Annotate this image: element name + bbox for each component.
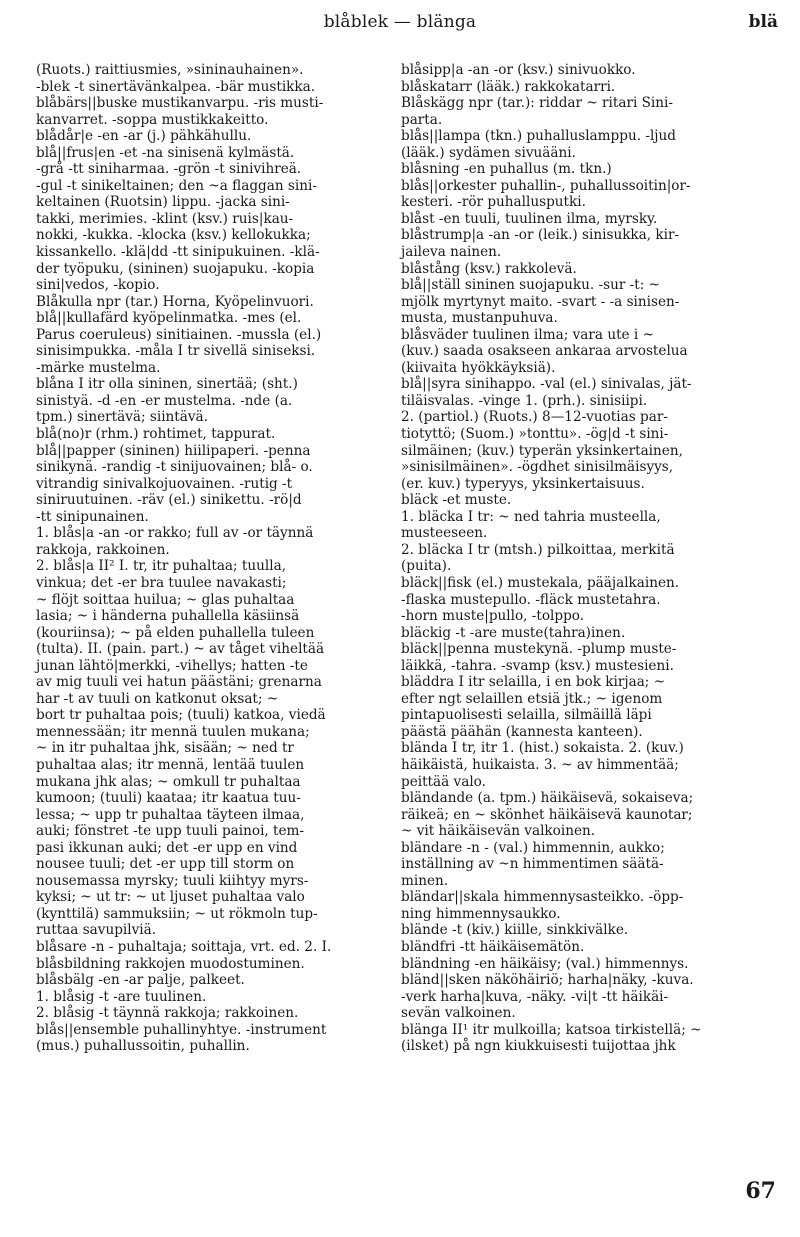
entry-line: vitrandig sinivalkojuovainen. -rutig -t [36, 475, 293, 492]
entry-line: blåstrump|a -an -or (leik.) sinisukka, kir- [401, 227, 680, 244]
entry-line: blåbärs||buske mustikanvarpu. -ris musti- [36, 95, 324, 112]
entry-line: häikäistä, huikaista. 3. ~ av himmentää; [401, 756, 679, 773]
page-header [0, 12, 800, 52]
entry-line: bländar||skala himmennysasteikko. -öpp- [401, 889, 684, 906]
entry-line: kumoon; (tuuli) kaataa; itr kaatua tuu- [36, 790, 301, 807]
entry-line: minen. [401, 872, 449, 889]
entry-line: sini|vedos, -kopio. [36, 277, 160, 294]
entry-line: parta. [401, 111, 443, 128]
entry-line: ~ vit häikäisevän valkoinen. [401, 823, 596, 840]
entry-line: keltainen (Ruotsin) lippu. -jacka sini- [36, 194, 290, 211]
running-head: blåblek — blänga [323, 12, 477, 32]
entry-line: bläck||fisk (el.) mustekala, pääjalkainen. [401, 574, 680, 591]
entry-line: (er. kuv.) typeryys, yksinkertaisuus. [401, 475, 645, 492]
entry-line: blå||syra sinihappo. -val (el.) sinivalas, jät- [401, 376, 692, 393]
entry-line: tiotyttö; (Suom.) »tonttu». -ög|d -t sini- [401, 426, 669, 443]
entry-line: auki; fönstret -te upp tuuli painoi, tem- [36, 823, 305, 840]
left-column [36, 62, 394, 1055]
entry-line: lasia; ~ i händerna puhallella käsiinsä [36, 608, 300, 625]
entry-line: blåsipp|a -an -or (ksv.) sinivuokko. [401, 62, 636, 78]
entry-line: »sinisilmäinen». -ögdhet sinisilmäisyys, [401, 459, 674, 476]
entry-line: blåna I itr olla sininen, sinertää; (sht.) [36, 376, 298, 393]
entry-line: sinistyä. -d -en -er mustelma. -nde (a. [36, 392, 293, 409]
entry-line: silmäinen; (kuv.) typerän yksinkertainen, [401, 442, 683, 459]
entry-line: päästä päähän (kannesta kanteen). [401, 723, 643, 740]
entry-line: 1. blås|a -an -or rakko; full av -or täynnä [36, 525, 314, 542]
entry-line: (mus.) puhallussoitin, puhallin. [36, 1038, 250, 1055]
entry-line: nokki, -kukka. -klocka (ksv.) kellokukka; [36, 227, 311, 244]
entry-line: blå||frus|en -et -na sinisenä kylmästä. [36, 144, 295, 161]
entry-line: (kiivaita hyökkäyksiä). [401, 359, 556, 376]
entry-line: sinikynä. -randig -t sinijuovainen; blå- o. [36, 459, 313, 476]
entry-line: kyksi; ~ ut tr: ~ ut ljuset puhaltaa valo [36, 889, 305, 906]
entry-line: vinkua; det -er bra tuulee navakasti; [36, 574, 287, 591]
entry-line: takki, merimies. -klint (ksv.) ruis|kau- [36, 210, 294, 227]
entry-line: 2. blås|a II² I. tr, itr puhaltaa; tuulla, [36, 558, 287, 575]
entry-line: bläck||penna mustekynä. -plump muste- [401, 641, 677, 658]
entry-line: Parus coeruleus) sinitiainen. -mussla (el.) [36, 326, 322, 343]
entry-line: siniruutuinen. -räv (el.) sinikettu. -rö|d [36, 492, 302, 509]
entry-line: (tulta). II. (pain. part.) ~ av tåget viheltää [36, 641, 325, 658]
entry-line: tpm.) sinertävä; siintävä. [36, 409, 208, 426]
entry-line: (puita). [401, 558, 452, 575]
entry-line: puhaltaa alas; itr mennä, lentää tuulen [36, 756, 305, 773]
entry-line: ning himmennysaukko. [401, 905, 561, 922]
entry-line: blådår|e -en -ar (j.) pähkähullu. [36, 128, 252, 145]
entry-line: peittää valo. [401, 773, 486, 790]
entry-line: -horn muste|pullo, -tolppo. [401, 608, 585, 625]
entry-line: blåskatarr (lääk.) rakkokatarri. [401, 78, 616, 95]
entry-line: (kouriinsa); ~ på elden puhallella tuleen [36, 624, 315, 641]
entry-line: bläck -et muste. [401, 492, 512, 509]
entry-line: ruttaa savupilviä. [36, 922, 157, 939]
entry-line: tiläisvalas. -vinge 1. (prh.). sinisiipi. [401, 392, 648, 409]
entry-line: Blåskägg npr (tar.): riddar ~ ritari Sini- [401, 95, 673, 112]
entry-line: 2. bläcka I tr (mtsh.) pilkoittaa, merkitä [401, 541, 675, 558]
entry-line: mjölk myrtynyt maito. -svart - -a sinisen- [401, 293, 680, 310]
entry-line: jaileva nainen. [401, 244, 502, 261]
entry-line: musteeseen. [401, 525, 488, 542]
entry-line: bländning -en häikäisy; (val.) himmennys. [401, 955, 689, 972]
entry-line: (ilsket) på ngn kiukkuisesti tuijottaa jhk [401, 1038, 676, 1055]
right-column [401, 62, 781, 1055]
entry-line: blåsning -en puhallus (m. tkn.) [401, 161, 612, 178]
entry-line: Blåkulla npr (tar.) Horna, Kyöpelinvuori. [36, 293, 314, 310]
entry-line: bländande (a. tpm.) häikäisevä, sokaiseva; [401, 790, 694, 807]
entry-line: (lääk.) sydämen sivuääni. [401, 144, 576, 161]
entry-line: 2. blåsig -t täynnä rakkoja; rakkoinen. [36, 1005, 299, 1022]
entry-line: 2. (partiol.) (Ruots.) 8—12-vuotias par- [401, 409, 668, 426]
entry-line: blänga II¹ itr mulkoilla; katsoa tirkistellä; ~ [401, 1021, 702, 1038]
entry-line: (kuv.) saada osakseen ankaraa arvostelua [401, 343, 688, 360]
entry-line: blå||papper (sininen) hiilipaperi. -penna [36, 442, 311, 459]
entry-line: pintapuolisesti selailla, silmäillä läpi [401, 707, 652, 724]
entry-line: der työpuku, (sininen) suojapuku. -kopia [36, 260, 315, 277]
entry-line: bläckig -t -are muste(tahra)inen. [401, 624, 626, 641]
entry-line: blåsbildning rakkojen muodostuminen. [36, 955, 305, 972]
entry-line: -tt sinipunainen. [36, 508, 149, 525]
entry-line: blända I tr, itr 1. (hist.) sokaista. 2. (kuv.) [401, 740, 684, 757]
entry-line: nousee tuuli; det -er upp till storm on [36, 856, 295, 873]
entry-line: blå||ställ sininen suojapuku. -sur -t: ~ [401, 277, 660, 294]
entry-line: blåsare -n - puhaltaja; soittaja, vrt. ed. 2. I. [36, 938, 332, 955]
entry-line: 1. blåsig -t -are tuulinen. [36, 988, 207, 1005]
entry-line: blås||lampa (tkn.) puhalluslamppu. -ljud [401, 128, 676, 145]
entry-line: bläddra I itr selailla, i en bok kirjaa; ~ [401, 674, 666, 691]
entry-line: pasi ikkunan auki; det -er upp en vind [36, 839, 298, 856]
entry-line: blåsväder tuulinen ilma; vara ute i ~ [401, 326, 654, 343]
entry-line: mennessään; itr mennä tuulen mukana; [36, 723, 310, 740]
entry-line: -grå -tt siniharmaa. -grön -t sinivihreä. [36, 161, 302, 178]
entry-line: mukana jhk alas; ~ omkull tr puhaltaa [36, 773, 301, 790]
entry-line: 1. bläcka I tr: ~ ned tahria musteella, [401, 508, 661, 525]
entry-line: av mig tuuli vei hatun päästäni; grenarna [36, 674, 322, 691]
entry-line: kesteri. -rör puhallusputki. [401, 194, 586, 211]
entry-line: lessa; ~ upp tr puhaltaa täyteen ilmaa, [36, 806, 305, 823]
entry-line: musta, mustanpuhuva. [401, 310, 558, 327]
entry-line: (kynttilä) sammuksiin; ~ ut rökmoln tup- [36, 905, 318, 922]
entry-line: -märke mustelma. [36, 359, 161, 376]
entry-line: läikkä, -tahra. -svamp (ksv.) mustesieni. [401, 657, 674, 674]
entry-line: sinisimpukka. -måla I tr sivellä siniseksi. [36, 343, 316, 360]
entry-line: -blek -t sinertävänkalpea. -bär mustikka. [36, 78, 316, 95]
page-number: 67 [745, 1178, 776, 1204]
entry-line: -gul -t sinikeltainen; den ~a flaggan sini- [36, 177, 317, 194]
entry-line: sevän valkoinen. [401, 1005, 516, 1022]
guide-word: blä [748, 12, 778, 32]
entry-line: kanvarret. -soppa mustikkakeitto. [36, 111, 269, 128]
entry-line: blåsbälg -en -ar palje, palkeet. [36, 972, 245, 989]
entry-line: ~ flöjt soittaa huilua; ~ glas puhaltaa [36, 591, 295, 608]
entry-line: ~ in itr puhaltaa jhk, sisään; ~ ned tr [36, 740, 294, 757]
entry-line: har -t av tuuli on katkonut oksat; ~ [36, 690, 279, 707]
entry-line: bländfri -tt häikäisemätön. [401, 938, 585, 955]
entry-line: efter ngt selaillen etsiä jtk.; ~ igenom [401, 690, 663, 707]
entry-line: blände -t (kiv.) kiille, sinkkivälke. [401, 922, 629, 939]
entry-line: blåstång (ksv.) rakkolevä. [401, 260, 577, 277]
entry-line: bländare -n - (val.) himmennin, aukko; [401, 839, 665, 856]
entry-line: blå||kullafärd kyöpelinmatka. -mes (el. [36, 310, 302, 327]
entry-line: blås||ensemble puhallinyhtye. -instrument [36, 1021, 327, 1038]
entry-line: kissankello. -klä|dd -tt sinipukuinen. -klä- [36, 244, 320, 261]
entry-line: bort tr puhaltaa pois; (tuuli) katkoa, viedä [36, 707, 326, 724]
entry-line: nousemassa myrsky; tuuli kiihtyy myrs- [36, 872, 309, 889]
entry-line: inställning av ~n himmentimen säätä- [401, 856, 664, 873]
entry-line: -verk harha|kuva, -näky. -vi|t -tt häikäi- [401, 988, 669, 1005]
entry-line: rakkoja, rakkoinen. [36, 541, 170, 558]
entry-line: blå(no)r (rhm.) rohtimet, tappurat. [36, 426, 276, 443]
entry-line: blåst -en tuuli, tuulinen ilma, myrsky. [401, 210, 658, 227]
entry-line: blås||orkester puhallin-, puhallussoitin|or- [401, 177, 691, 194]
entry-line: räikeä; en ~ skönhet häikäisevä kaunotar; [401, 806, 693, 823]
entry-line: junan lähtö|merkki, -vihellys; hatten -te [36, 657, 308, 674]
entry-line: (Ruots.) raittiusmies, »sininauhainen». [36, 62, 304, 78]
entry-line: -flaska mustepullo. -fläck mustetahra. [401, 591, 661, 608]
entry-line: bländ||sken näköhäiriö; harha|näky, -kuva. [401, 972, 694, 989]
